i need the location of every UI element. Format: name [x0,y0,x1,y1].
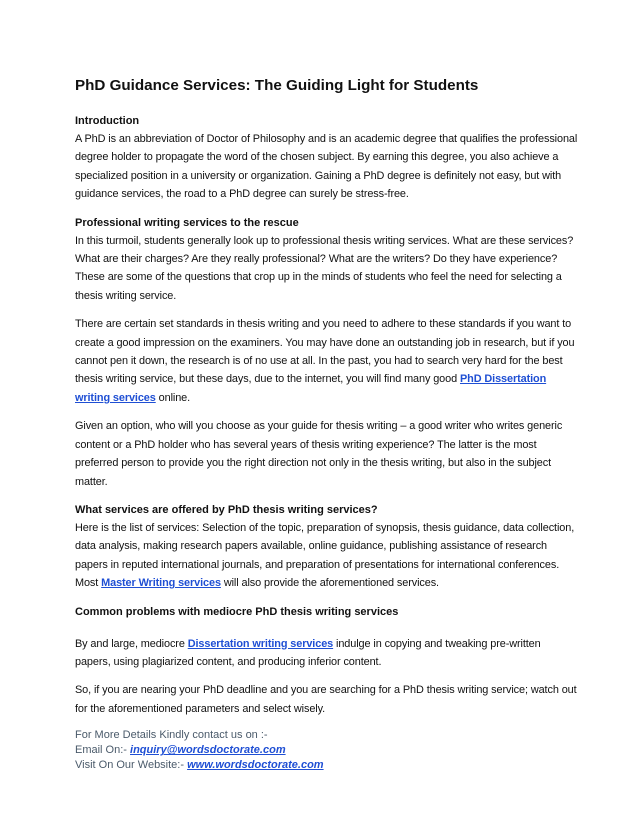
pro-paragraph: In this turmoil, students generally look up to professional thesis writing services. What are these services? What are their charges? Are they really professional? What are the writers? Do they have experience? These are some of the questions that crop up in the minds of students who feel the need for selecting a thesis writing service. [75,234,574,302]
problems-text-after: indulge in copying and tweaking pre-written papers, using plagiarized content, and producing inferior content. [75,637,541,668]
intro-section [75,112,578,204]
website-link[interactable]: www.wordsdoctorate.com [187,759,324,772]
pro-section [75,214,578,306]
contact-line: For More Details Kindly contact us on :- [75,729,268,742]
services-text-before: Here is the list of services: Selection of the topic, preparation of synopsis, thesis guidance, data collection, data analysis, making research papers available, online guidance, publishing assistance of research papers in reputed international journals, and preparation of presentations for international conferences. Most [75,521,575,590]
services-text-after: will also provide the aforementioned services. [220,577,439,590]
services-section [75,501,578,593]
pro-heading: Professional writing services to the rescue [75,216,299,229]
problems-heading: Common problems with mediocre PhD thesis writing services [75,605,399,618]
services-paragraph [75,519,578,593]
email-label: Email On:- [75,744,131,757]
problems-paragraph [75,635,578,672]
standards-text-after: online. [155,391,191,404]
standards-paragraph [75,315,578,407]
website-label: Visit On Our Website:- [75,759,188,772]
closing-paragraph: So, if you are nearing your PhD deadline and you are searching for a PhD thesis writing service; watch out for the aforementioned parameters and select wisely. [75,684,577,715]
document-title: PhD Guidance Services: The Guiding Light for Students [75,77,479,94]
option-paragraph: Given an option, who will you choose as your guide for thesis writing – a good writer who writes generic content or a PhD holder who has several years of thesis writing experience? The latter is the most preferred person to provide you the right direction not only in the thesis writing, but also in the subject matter. [75,420,563,488]
email-line [75,743,578,758]
standards-text-before: There are certain set standards in thesis writing and you need to adhere to these standards if you want to create a good impression on the examiners. You may have done an outstanding job in research, but if you cannot pen it down, the research is of no use at all. In the past, you had to search very hard for the best thesis writing service, but these days, due to the internet, you will find many good [75,318,575,386]
dissertation-writing-link[interactable]: Dissertation writing services [187,637,334,650]
intro-heading: Introduction [75,115,140,127]
master-writing-link[interactable]: Master Writing services [101,577,221,590]
phd-dissertation-link[interactable]: PhD Dissertation writing services [75,373,547,404]
website-line [75,758,578,773]
problems-text-before: By and large, mediocre [75,637,188,650]
email-link[interactable]: inquiry@wordsdoctorate.com [130,744,286,757]
intro-paragraph: A PhD is an abbreviation of Doctor of Philosophy and is an academic degree that qualifies the professional degree holder to propagate the word of the chosen subject. By earning this degree, you also achieve a specialized position in a university or organization. Gaining a PhD degree is definitely not easy, but with guidance services, the road to a PhD degree can surely be stress-free. [75,133,578,201]
contact-block [75,728,578,773]
services-heading: What services are offered by PhD thesis writing services? [75,503,378,516]
